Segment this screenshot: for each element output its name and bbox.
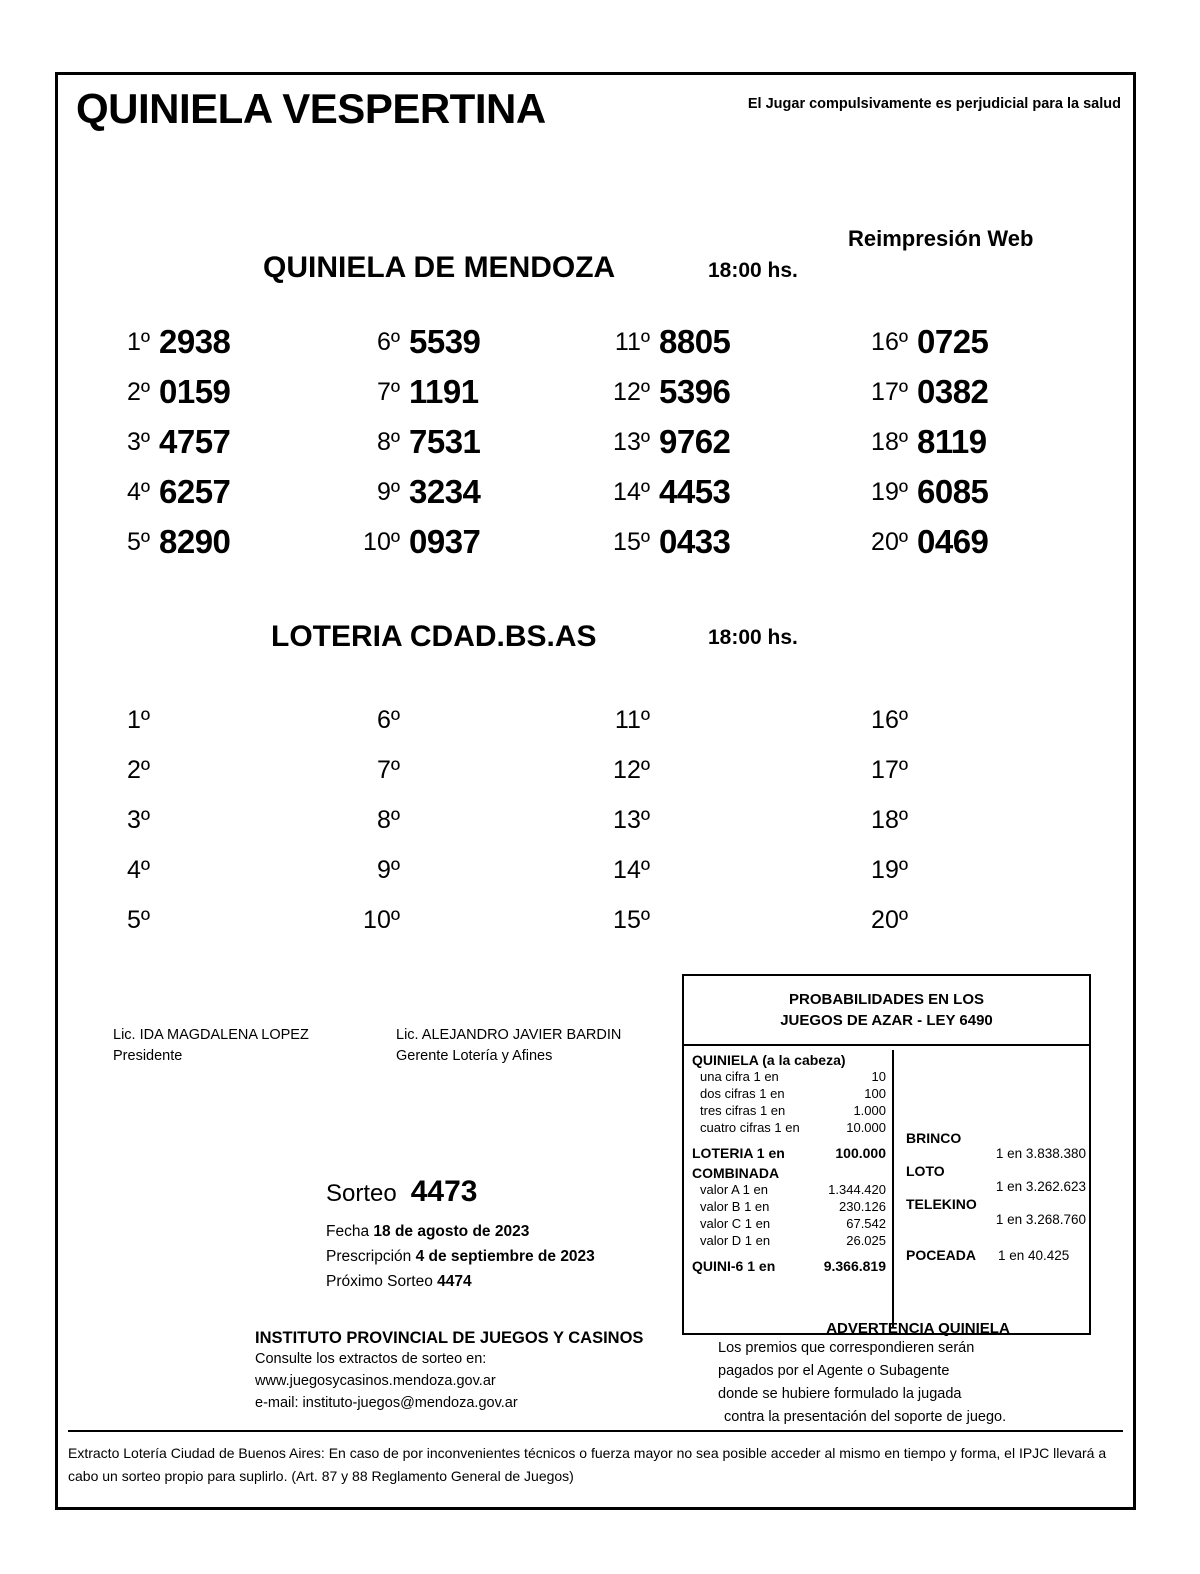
bsas-entry [78, 745, 288, 795]
mendoza-entry [836, 417, 1051, 467]
draw-date-value: 18 de agosto de 2023 [373, 1223, 530, 1240]
draw-next-value: 4474 [437, 1273, 472, 1290]
bsas-row [58, 695, 1133, 745]
lottery-extract-sheet [55, 72, 1136, 1510]
bsas-entry [78, 845, 288, 895]
combinada-odds-value: 230.126 [839, 1199, 886, 1214]
document-header [58, 75, 1133, 155]
mendoza-entry [836, 467, 1051, 517]
bsas-position: 6º [376, 705, 400, 734]
probabilities-box [682, 974, 1091, 1335]
mendoza-entry [328, 367, 538, 417]
quiniela-odds-value: 1.000 [853, 1103, 886, 1118]
mendoza-position: 17º [871, 377, 908, 406]
bsas-entry [78, 695, 288, 745]
bsas-position: 2º [126, 755, 150, 784]
probabilities-left-column [692, 1052, 888, 1275]
section-time-mendoza: 18:00 hs. [708, 259, 798, 282]
mendoza-entry [328, 417, 538, 467]
mendoza-position: 7º [376, 377, 400, 406]
mendoza-position: 12º [613, 377, 650, 406]
bsas-position: 4º [126, 855, 150, 884]
combinada-group-title: COMBINADA [692, 1165, 780, 1181]
combinada-odds-row [692, 1198, 888, 1215]
probabilities-body [684, 1046, 1089, 1333]
probabilities-title-line1: PROBABILIDADES EN LOS [788, 991, 984, 1008]
institute-line-1: Consulte los extractos de sorteo en: [255, 1351, 487, 1367]
bsas-entry [578, 695, 793, 745]
bsas-position: 17º [871, 755, 908, 784]
mendoza-number: 0725 [917, 323, 989, 360]
game-odds-item [906, 1163, 1086, 1194]
bsas-entry [836, 845, 1051, 895]
bsas-row [58, 845, 1133, 895]
quiniela-odds-value: 10.000 [846, 1120, 886, 1135]
advertencia-title: ADVERTENCIA QUINIELA [826, 1320, 1010, 1337]
bsas-position: 16º [871, 705, 908, 734]
bsas-position: 1º [126, 705, 150, 734]
mendoza-number: 9762 [659, 423, 731, 460]
mendoza-position: 2º [126, 377, 150, 406]
mendoza-position: 3º [126, 427, 150, 456]
mendoza-position: 14º [613, 477, 650, 506]
institute-title: INSTITUTO PROVINCIAL DE JUEGOS Y CASINOS [255, 1329, 644, 1347]
mendoza-number: 5539 [409, 323, 481, 360]
game-odds-item [906, 1130, 1086, 1161]
mendoza-entry [578, 417, 793, 467]
quiniela-odds-row [692, 1102, 888, 1119]
mendoza-row [58, 367, 1133, 417]
draw-prescription-value: 4 de septiembre de 2023 [415, 1248, 595, 1265]
mendoza-number: 0382 [917, 373, 989, 410]
bsas-entry [328, 845, 538, 895]
mendoza-row [58, 417, 1133, 467]
mendoza-row [58, 467, 1133, 517]
combinada-odds-label: valor A 1 en [700, 1182, 768, 1197]
mendoza-position: 18º [871, 427, 908, 456]
mendoza-row [58, 317, 1133, 367]
mendoza-entry [578, 317, 793, 367]
probabilities-title-line2: JUEGOS DE AZAR - LEY 6490 [780, 1012, 993, 1029]
mendoza-position: 11º [614, 327, 650, 356]
quini6-value: 9.366.819 [823, 1258, 886, 1274]
bsas-entry [836, 795, 1051, 845]
mendoza-number: 2938 [159, 323, 231, 360]
draw-next-label: Próximo Sorteo [326, 1273, 433, 1290]
quini6-label: QUINI-6 1 en [692, 1258, 776, 1274]
mendoza-entry [578, 517, 793, 567]
mendoza-number: 0469 [917, 523, 989, 560]
combinada-odds-value: 67.542 [846, 1216, 886, 1231]
game-odds-name: POCEADA [906, 1247, 977, 1263]
mendoza-entry [328, 517, 538, 567]
draw-next-row [326, 1269, 595, 1294]
combinada-odds-label: valor B 1 en [700, 1199, 770, 1214]
bsas-position: 13º [613, 805, 650, 834]
game-odds-name: BRINCO [906, 1130, 962, 1146]
mendoza-entry [78, 317, 288, 367]
bsas-row [58, 895, 1133, 945]
mendoza-number: 7531 [409, 423, 481, 460]
game-odds-name: TELEKINO [906, 1196, 977, 1212]
combinada-odds-row [692, 1232, 888, 1249]
institute-website: www.juegosycasinos.mendoza.gov.ar [255, 1373, 496, 1389]
advertencia-line-1: Los premios que correspondieren serán [718, 1340, 975, 1356]
quiniela-odds-label: una cifra 1 en [700, 1069, 779, 1084]
bsas-position: 19º [871, 855, 908, 884]
advertencia-line-2: pagados por el Agente o Subagente [718, 1363, 950, 1379]
bsas-row [58, 795, 1133, 845]
mendoza-entry [328, 467, 538, 517]
quiniela-odds-label: dos cifras 1 en [700, 1086, 785, 1101]
mendoza-position: 16º [871, 327, 908, 356]
bsas-position: 11º [614, 705, 650, 734]
mendoza-number: 0937 [409, 523, 481, 560]
bsas-position: 10º [363, 905, 400, 934]
draw-prescription-row [326, 1244, 595, 1269]
signature-manager [396, 1025, 621, 1067]
combinada-odds-value: 1.344.420 [828, 1182, 886, 1197]
advertencia-line-4: contra la presentación del soporte de juego. [724, 1409, 1007, 1425]
draw-number-label: Sorteo [326, 1180, 397, 1207]
bsas-entry [328, 745, 538, 795]
bsas-entry [578, 795, 793, 845]
mendoza-entry [836, 367, 1051, 417]
mendoza-entry [78, 467, 288, 517]
bsas-position: 3º [126, 805, 150, 834]
bsas-entry [578, 845, 793, 895]
quiniela-odds-row [692, 1068, 888, 1085]
signature-manager-role: Gerente Lotería y Afines [396, 1048, 553, 1064]
quiniela-odds-row [692, 1119, 888, 1136]
bsas-entry [578, 895, 793, 945]
mendoza-entry [836, 517, 1051, 567]
game-odds-value: 1 en 3.262.623 [995, 1179, 1086, 1194]
mendoza-number: 8805 [659, 323, 731, 360]
mendoza-entry [578, 467, 793, 517]
bsas-position: 7º [376, 755, 400, 784]
page-title: QUINIELA VESPERTINA [76, 85, 546, 132]
bsas-entry [578, 745, 793, 795]
mendoza-number: 1191 [409, 373, 479, 410]
mendoza-position: 15º [613, 527, 650, 556]
quiniela-odds-value: 100 [864, 1086, 886, 1101]
section-time-bsas: 18:00 hs. [708, 626, 798, 649]
combinada-odds-value: 26.025 [846, 1233, 886, 1248]
game-odds-name: LOTO [906, 1163, 945, 1179]
probabilities-divider [892, 1050, 894, 1328]
mendoza-position: 20º [871, 527, 908, 556]
combinada-odds-label: valor C 1 en [700, 1216, 771, 1231]
bsas-position: 5º [126, 905, 150, 934]
legal-disclaimer: Extracto Lotería Ciudad de Buenos Aires: En caso de por inconvenientes técnicos o fuerza mayor no sea posible acceder al mismo en tiempo y forma, el IPJC llevará a cabo un sorteo propio para suplirlo. (Art. 87 y 88 Reglamento General de Juegos) [68, 1430, 1123, 1488]
gambling-warning: El Jugar compulsivamente es perjudicial para la salud [747, 96, 1121, 112]
bsas-position: 14º [613, 855, 650, 884]
mendoza-position: 9º [376, 477, 400, 506]
advertencia-block [718, 1320, 1118, 1429]
loteria-label: LOTERIA 1 en [692, 1145, 785, 1161]
bsas-position: 9º [376, 855, 400, 884]
game-odds-value: 1 en 3.268.760 [995, 1212, 1086, 1227]
mendoza-position: 19º [871, 477, 908, 506]
bsas-position: 12º [613, 755, 650, 784]
bsas-entry [836, 695, 1051, 745]
bsas-entry [836, 745, 1051, 795]
mendoza-position: 4º [126, 477, 150, 506]
mendoza-position: 8º [376, 427, 400, 456]
loteria-row [692, 1145, 888, 1162]
bsas-row [58, 745, 1133, 795]
combinada-odds-row [692, 1215, 888, 1232]
mendoza-entry [78, 417, 288, 467]
draw-info [326, 1175, 595, 1294]
probabilities-right-column [906, 1052, 1086, 1268]
quiniela-odds-label: cuatro cifras 1 en [700, 1120, 800, 1135]
mendoza-number: 8290 [159, 523, 231, 560]
signature-manager-name: Lic. ALEJANDRO JAVIER BARDIN [396, 1027, 622, 1043]
results-grid-mendoza [58, 317, 1133, 567]
bsas-position: 15º [613, 905, 650, 934]
quiniela-odds-row [692, 1085, 888, 1102]
bsas-position: 20º [871, 905, 908, 934]
results-grid-bsas [58, 695, 1133, 945]
bsas-entry [328, 895, 538, 945]
mendoza-position: 6º [376, 327, 400, 356]
draw-date-label: Fecha [326, 1223, 370, 1240]
signature-president-role: Presidente [113, 1048, 183, 1064]
mendoza-number: 5396 [659, 373, 731, 410]
bsas-entry [328, 695, 538, 745]
mendoza-position: 1º [126, 327, 150, 356]
bsas-entry [836, 895, 1051, 945]
advertencia-line-3: donde se hubiere formulado la jugada [718, 1386, 962, 1402]
institute-block [255, 1329, 695, 1414]
mendoza-entry [836, 317, 1051, 367]
quiniela-group-title: QUINIELA (a la cabeza) [692, 1052, 846, 1068]
game-odds-item [906, 1247, 1086, 1266]
institute-email: e-mail: instituto-juegos@mendoza.gov.ar [255, 1395, 518, 1411]
signature-president-name: Lic. IDA MAGDALENA LOPEZ [113, 1027, 309, 1043]
mendoza-number: 4757 [159, 423, 231, 460]
mendoza-entry [78, 517, 288, 567]
draw-date-row [326, 1219, 595, 1244]
reprint-label: Reimpresión Web [848, 226, 1034, 251]
combinada-odds-row [692, 1181, 888, 1198]
game-odds-value: 1 en 40.425 [998, 1248, 1070, 1263]
mendoza-number: 0159 [159, 373, 231, 410]
probabilities-title [684, 976, 1089, 1046]
bsas-entry [328, 795, 538, 845]
mendoza-number: 4453 [659, 473, 731, 510]
signature-president [113, 1025, 309, 1067]
mendoza-position: 10º [363, 527, 400, 556]
bsas-position: 18º [871, 805, 908, 834]
draw-number-row [326, 1175, 595, 1209]
game-odds-item [906, 1196, 1086, 1227]
bsas-entry [78, 795, 288, 845]
loteria-value: 100.000 [835, 1145, 886, 1161]
section-title-mendoza: QUINIELA DE MENDOZA [263, 251, 616, 284]
quiniela-odds-label: tres cifras 1 en [700, 1103, 786, 1118]
mendoza-position: 5º [126, 527, 150, 556]
mendoza-number: 3234 [409, 473, 481, 510]
bsas-entry [78, 895, 288, 945]
mendoza-number: 8119 [917, 423, 987, 460]
mendoza-row [58, 517, 1133, 567]
section-title-bsas: LOTERIA CDAD.BS.AS [271, 620, 597, 653]
mendoza-entry [328, 317, 538, 367]
mendoza-number: 6085 [917, 473, 989, 510]
mendoza-number: 0433 [659, 523, 731, 560]
draw-prescription-label: Prescripción [326, 1248, 412, 1265]
quiniela-odds-value: 10 [871, 1069, 886, 1084]
quini6-row [692, 1258, 888, 1275]
mendoza-entry [78, 367, 288, 417]
mendoza-position: 13º [613, 427, 650, 456]
mendoza-entry [578, 367, 793, 417]
game-odds-value: 1 en 3.838.380 [995, 1146, 1086, 1161]
mendoza-number: 6257 [159, 473, 231, 510]
bsas-position: 8º [376, 805, 400, 834]
combinada-odds-label: valor D 1 en [700, 1233, 771, 1248]
draw-number-value: 4473 [410, 1175, 478, 1208]
